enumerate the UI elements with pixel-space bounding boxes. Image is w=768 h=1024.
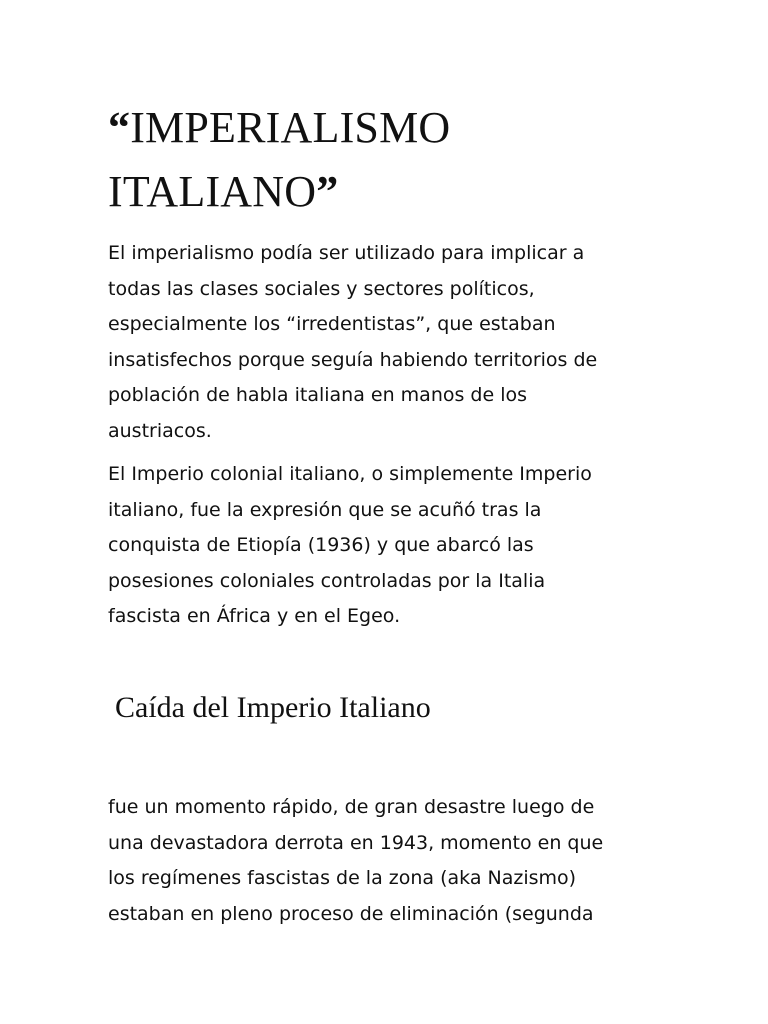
paragraph-fall-of-empire xyxy=(108,790,668,932)
paragraph-line: especialmente los “irredentistas”, que estaban xyxy=(108,313,556,335)
section-heading: Caída del Imperio Italiano xyxy=(115,691,431,724)
paragraph-line: una devastadora derrota en 1943, momento en que xyxy=(108,831,604,854)
paragraph-line: los regímenes fascistas de la zona (aka Nazismo) xyxy=(108,867,577,889)
paragraph-line: El Imperio colonial italiano, o simplemente Imperio xyxy=(108,463,592,485)
paragraph-line: austriacos. xyxy=(108,419,212,442)
paragraph-line: todas las clases sociales y sectores políticos, xyxy=(108,277,535,300)
title-line-2: ITALIANO xyxy=(108,167,317,216)
title-close-quote: ” xyxy=(316,167,339,216)
paragraph-line: insatisfechos porque seguía habiendo territorios de xyxy=(108,348,598,371)
paragraph-line: El imperialismo podía ser utilizado para implicar a xyxy=(108,242,585,264)
paragraph-line: posesiones coloniales controladas por la Italia xyxy=(108,569,546,592)
paragraph-line: fascista en África y en el Egeo. xyxy=(108,605,401,627)
paragraph-line: estaban en pleno proceso de eliminación (segunda xyxy=(108,902,594,925)
title-open-quote: “ xyxy=(108,103,131,152)
paragraph-line: italiano, fue la expresión que se acuñó tras la xyxy=(108,498,542,521)
paragraph-imperialism xyxy=(108,236,668,449)
paragraph-colonial-empire xyxy=(108,457,668,635)
title-line-1: IMPERIALISMO xyxy=(130,103,451,152)
document-title xyxy=(108,96,668,224)
paragraph-line: fue un momento rápido, de gran desastre luego de xyxy=(108,796,595,818)
paragraph-line: conquista de Etiopía (1936) y que abarcó las xyxy=(108,534,534,556)
paragraph-line: población de habla italiana en manos de los xyxy=(108,384,528,406)
